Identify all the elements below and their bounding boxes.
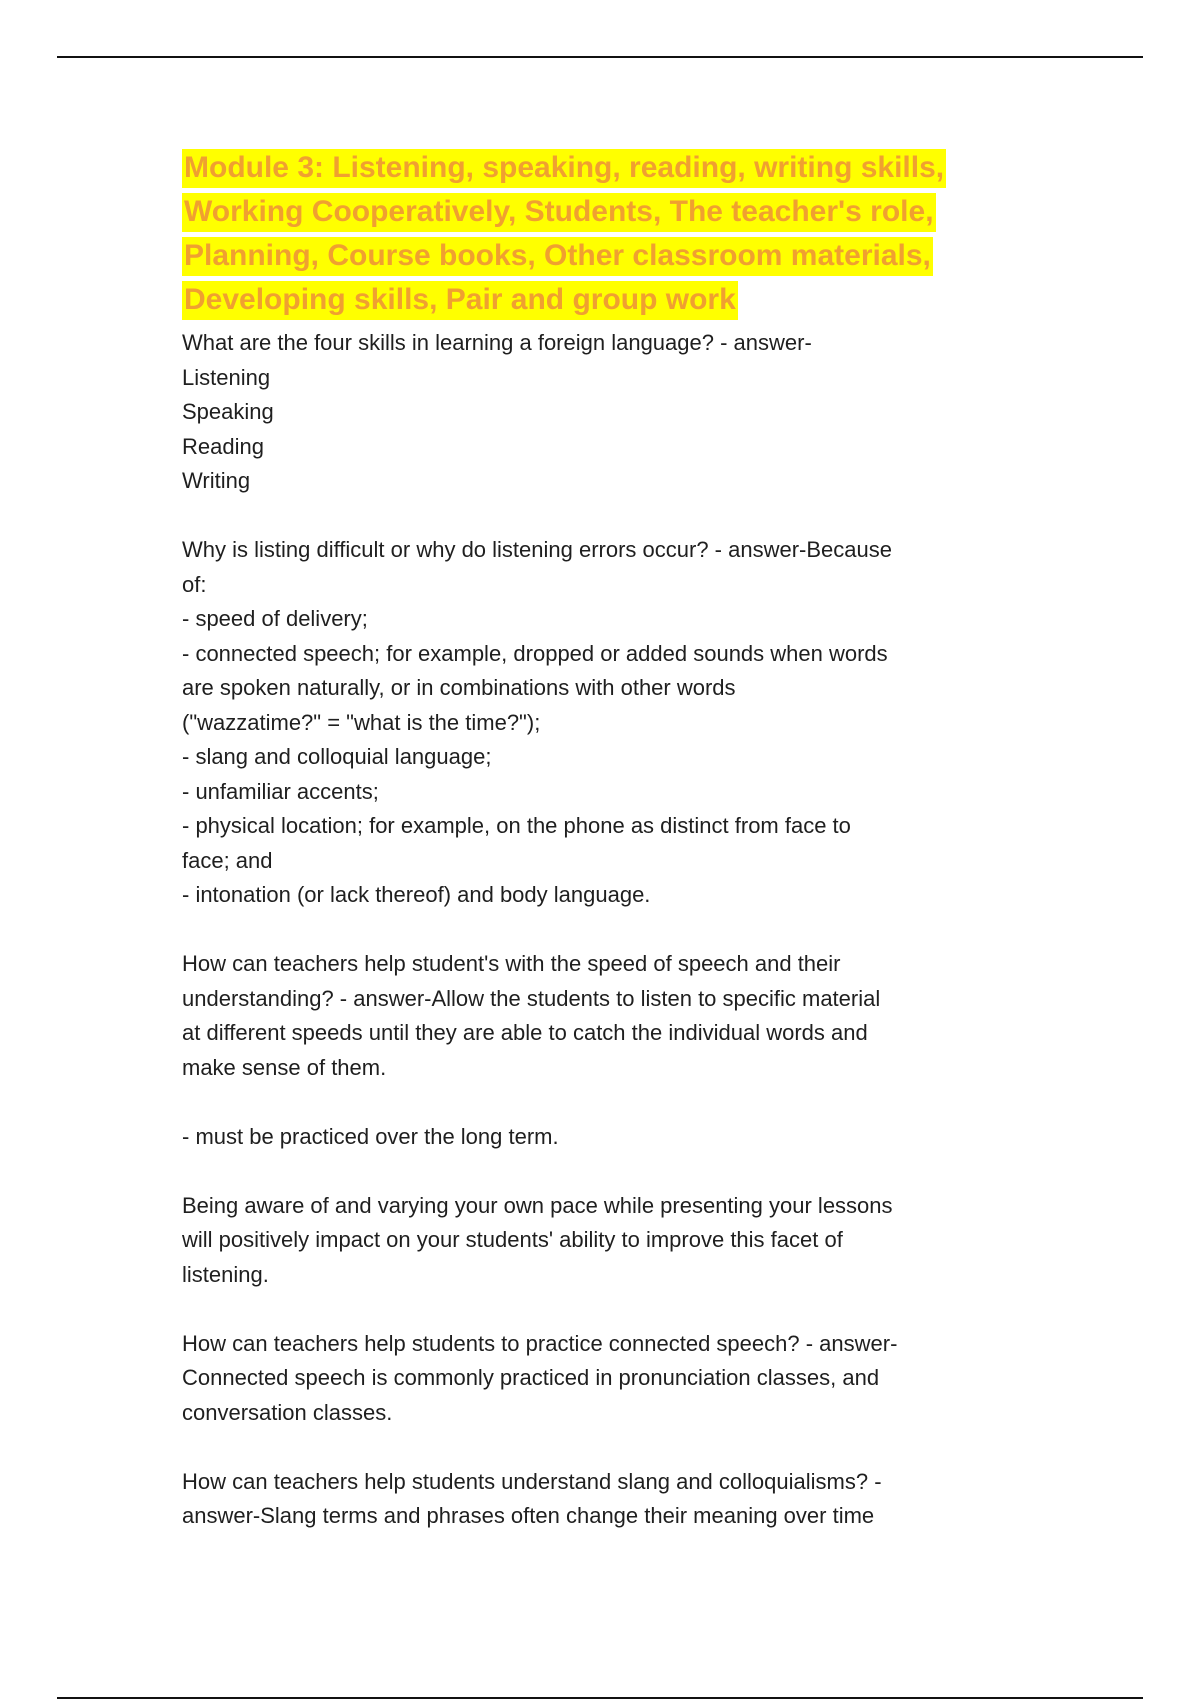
answer-line: will positively impact on your students' ability to improve this facet of	[182, 1227, 843, 1252]
question-line: How can teachers help students understand slang and colloquialisms? -	[182, 1468, 882, 1494]
document-body	[182, 146, 1032, 1534]
qa-item-speed-of-speech	[182, 947, 1032, 1292]
question-line: Why is listing difficult or why do listening errors occur? - answer-Because	[182, 537, 892, 562]
heading-line: Working Cooperatively, Students, The teacher's role,	[184, 195, 934, 228]
answer-line: Connected speech is commonly practiced in pronunciation classes, and	[182, 1365, 880, 1390]
qa-item-connected-speech	[182, 1327, 1032, 1431]
answer-line: Listening	[182, 364, 271, 390]
paragraph-gap	[182, 1430, 1032, 1465]
heading-line: Planning, Course books, Other classroom materials,	[184, 239, 931, 272]
bottom-rule	[57, 1697, 1143, 1699]
answer-line: make sense of them.	[182, 1054, 387, 1080]
answer-line: Being aware of and varying your own pace while presenting your lessons	[182, 1192, 893, 1218]
answer-line: - slang and colloquial language;	[182, 744, 492, 769]
paragraph-gap	[182, 1085, 1032, 1120]
qa-item-listening-errors	[182, 533, 1032, 913]
qa-list	[182, 326, 1032, 1534]
paragraph-gap	[182, 913, 1032, 948]
answer-line: Speaking	[182, 399, 274, 424]
answer-line: - speed of delivery;	[182, 606, 368, 631]
heading-line: Module 3: Listening, speaking, reading, writing skills,	[184, 151, 945, 184]
answer-line: face; and	[182, 847, 273, 873]
module-heading	[182, 146, 1032, 322]
answer-line: are spoken naturally, or in combinations with other words	[182, 675, 736, 700]
paragraph-gap	[182, 1154, 1032, 1189]
answer-line: - connected speech; for example, dropped or added sounds when words	[182, 640, 888, 666]
heading-line: Developing skills, Pair and group work	[184, 283, 736, 316]
answer-line: ("wazzatime?" = "what is the time?");	[182, 709, 541, 735]
answer-line: listening.	[182, 1261, 269, 1287]
answer-line: Writing	[182, 468, 251, 493]
answer-line: - unfamiliar accents;	[182, 778, 379, 804]
answer-line: answer-Slang terms and phrases often change their meaning over time	[182, 1503, 875, 1528]
answer-line: at different speeds until they are able to catch the individual words and	[182, 1020, 868, 1045]
question-line: What are the four skills in learning a foreign language? - answer-	[182, 330, 812, 355]
qa-item-four-skills	[182, 326, 1032, 499]
top-rule	[57, 56, 1143, 58]
heading-highlight	[182, 149, 946, 320]
paragraph-gap	[182, 499, 1032, 534]
answer-line: understanding? - answer-Allow the students to listen to specific material	[182, 985, 881, 1011]
answer-note: - must be practiced over the long term.	[182, 1123, 559, 1149]
answer-line: conversation classes.	[182, 1399, 393, 1425]
qa-item-slang	[182, 1465, 1032, 1534]
paragraph-gap	[182, 1292, 1032, 1327]
answer-line: - physical location; for example, on the phone as distinct from face to	[182, 813, 851, 838]
answer-line: of:	[182, 571, 207, 597]
answer-line: - intonation (or lack thereof) and body language.	[182, 882, 651, 907]
question-line: How can teachers help students to practice connected speech? - answer-	[182, 1330, 898, 1356]
question-line: How can teachers help student's with the speed of speech and their	[182, 951, 841, 976]
answer-line: Reading	[182, 433, 264, 459]
